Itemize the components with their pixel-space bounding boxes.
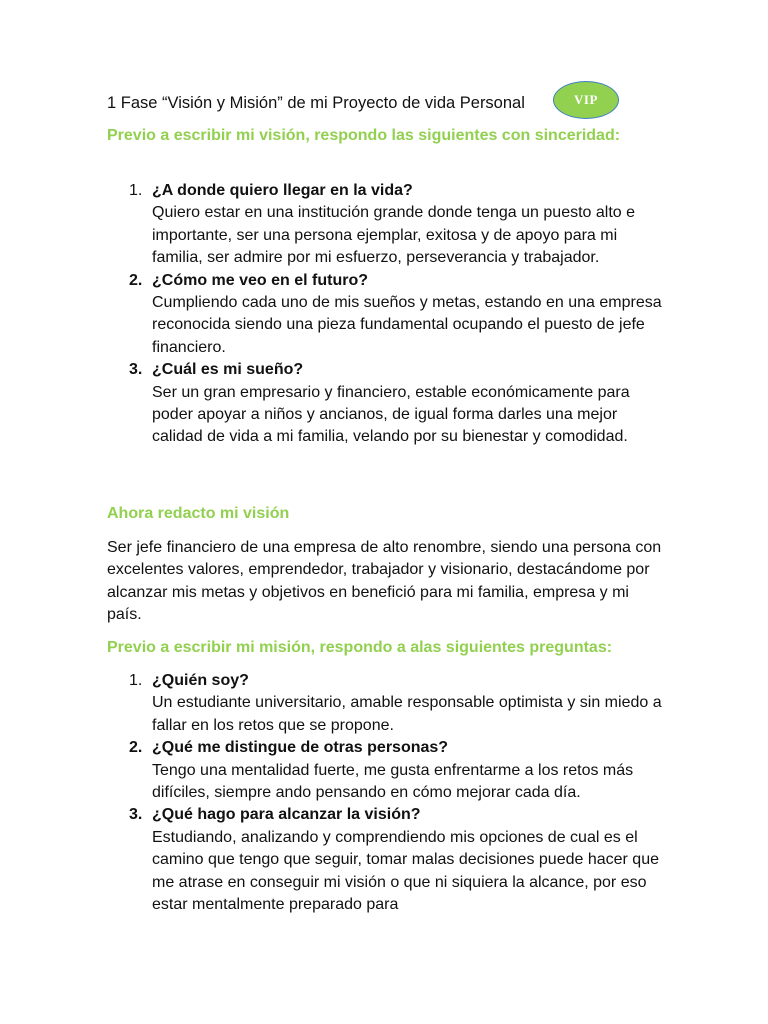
vision-question-1: [107, 180, 667, 270]
mission-question-3: [107, 804, 667, 916]
mission-intro-heading: Previo a escribir mi misión, respondo a alas siguientes preguntas:: [107, 639, 613, 656]
answer-text: Un estudiante universitario, amable responsable optimista y sin miedo a fallar en los retos que se propone.: [152, 694, 662, 734]
question-number: 3.: [129, 806, 143, 824]
mission-question-2: [107, 737, 667, 804]
question-number: 1.: [129, 182, 143, 199]
answer-text: Quiero estar en una institución grande donde tenga un puesto alto e importante, ser una persona ejemplar, exitosa y de apoyo para mi familia, ser admire por mi esfuerzo, perseverancia y trabajador.: [152, 204, 636, 267]
question-number: 2.: [129, 739, 143, 757]
mission-question-1: [107, 670, 667, 737]
question-number: 1.: [129, 672, 143, 689]
vision-question-3: [107, 359, 667, 449]
vision-paragraph: Ser jefe financiero de una empresa de alto renombre, siendo una persona con excelentes valores, emprendedor, trabajador y visionario, destacándome por alcanzar mis metas y objetivos en benefició para mi familia, empresa y mi país.: [107, 539, 662, 624]
mission-questions-list: [107, 670, 667, 916]
question-text: ¿Qué hago para alcanzar la visión?: [152, 806, 421, 824]
vision-heading: Ahora redacto mi visión: [107, 505, 290, 522]
question-text: ¿Quién soy?: [152, 672, 249, 689]
vision-questions-list: [107, 180, 667, 449]
question-text: ¿A donde quiero llegar en la vida?: [152, 182, 413, 199]
answer-text: Ser un gran empresario y financiero, estable económicamente para poder apoyar a niños y ancianos, de igual forma darles una mejor calidad de vida a mi familia, velando por su bienestar y comodidad.: [152, 383, 630, 446]
question-text: ¿Cuál es mi sueño?: [152, 361, 304, 379]
question-text: ¿Cómo me veo en el futuro?: [152, 271, 369, 289]
answer-text: Estudiando, analizando y comprendiendo mis opciones de cual es el camino que tengo que seguir, tomar malas decisiones puede hacer que me atrase en conseguir mi visión o que ni siquiera la alcance, por eso estar mentalmente preparado para: [152, 828, 659, 914]
question-text: ¿Qué me distingue de otras personas?: [152, 739, 449, 757]
answer-text: Cumpliendo cada uno de mis sueños y metas, estando en una empresa reconocida siendo una pieza fundamental ocupando el puesto de jefe financiero.: [152, 294, 662, 356]
answer-text: Tengo una mentalidad fuerte, me gusta enfrentarme a los retos más difíciles, siempre ando pensando en cómo mejorar cada día.: [152, 761, 634, 802]
question-number: 2.: [129, 271, 143, 289]
question-number: 3.: [129, 361, 143, 379]
vision-intro-heading: Previo a escribir mi visión, respondo las siguientes con sinceridad:: [107, 127, 621, 144]
vip-badge: VIP: [553, 81, 619, 119]
document-title: 1 Fase “Visión y Misión” de mi Proyecto de vida Personal: [107, 94, 525, 112]
vision-question-2: [107, 270, 667, 360]
